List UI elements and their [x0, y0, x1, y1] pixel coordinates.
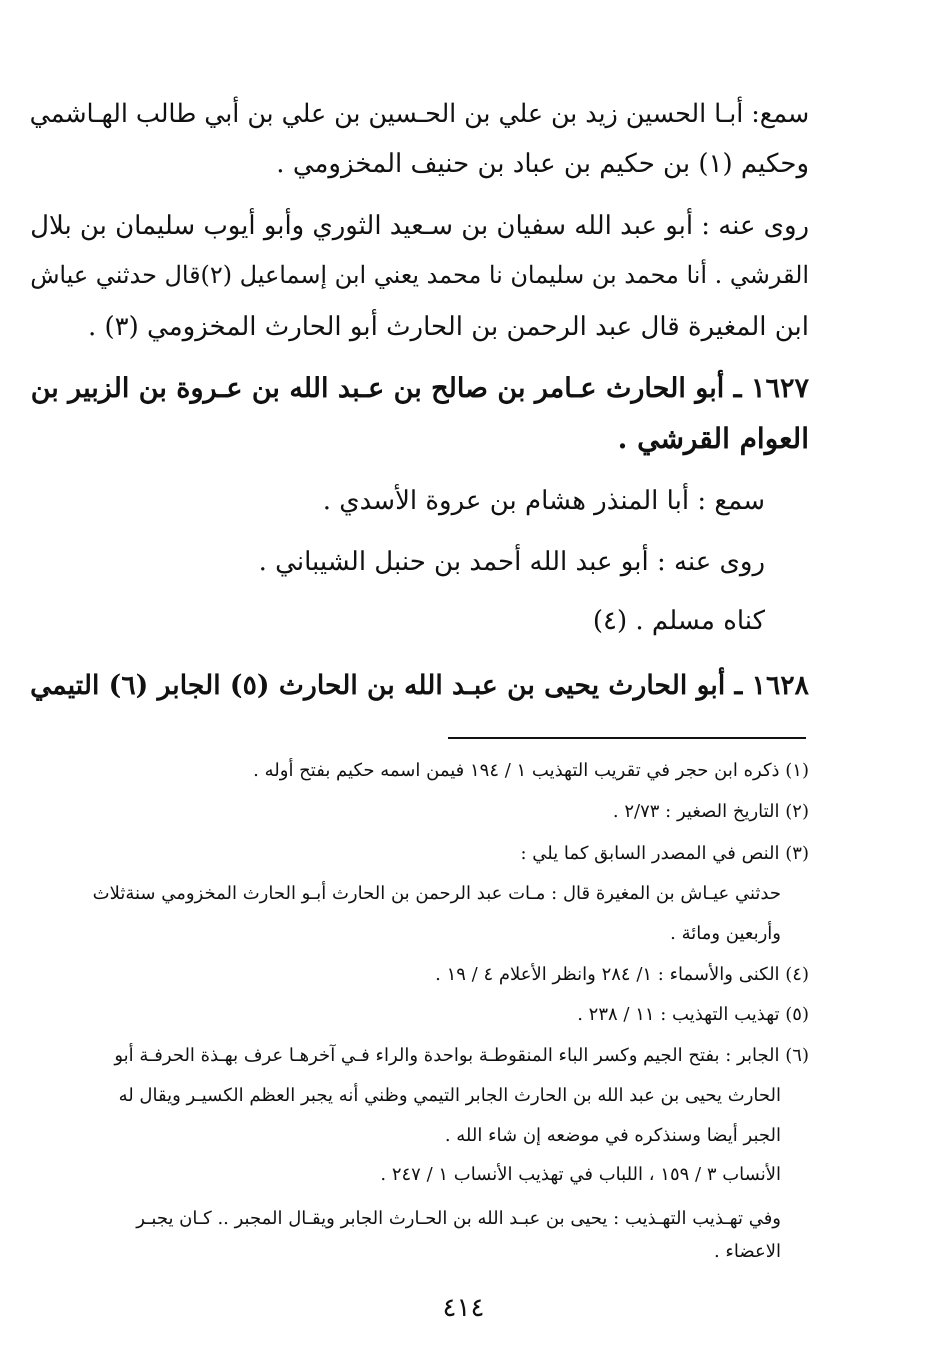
body-line: سمع: أبـا الحسين زيد بن علي بن الحـسين بن علي بن أبي طالب الهـاشمي [29, 99, 809, 128]
footnote: (٢) التاريخ الصغير : ٢/٧٣ . [612, 801, 809, 822]
footnote: (٤) الكنى والأسماء : ١/ ٢٨٤ وانظر الأعلام ٤ / ١٩ . [435, 964, 809, 985]
body-line: ابن المغيرة قال عبد الرحمن بن الحارث أبو الحارث المخزومي (٣) . [87, 312, 809, 342]
footnote: وفي تهـذيب التهـذيب : يحيى بن عبـد الله بن الحـارث الجابر ويقـال المجبر .. كـان يجبـر [136, 1208, 781, 1229]
body-line: سمع : أبا المنذر هشام بن عروة الأسدي . [322, 486, 765, 516]
entry-heading: ١٦٢٧ ـ أبو الحارث عـامر بن صالح بن عـبد الله بن عـروة بن الزبير بن [30, 373, 809, 404]
footnote-quote: وأربعين ومائة . [670, 923, 781, 944]
body-line: روى عنه : أبو عبد الله سفيان بن سـعيد الثوري وأبو أيوب سليمان بن بلال [30, 211, 809, 241]
footnote: (٣) النص في المصدر السابق كما يلي : [520, 843, 809, 864]
footnote: الاعضاء . [713, 1241, 781, 1262]
footnote: (١) ذكره ابن حجر في تقريب التهذيب ١ / ١٩٤ فيمن اسمه حكيم بفتح أوله . [253, 760, 809, 781]
body-line: كناه مسلم . (٤) [592, 606, 765, 636]
page-number: ٤١٤ [442, 1293, 485, 1323]
footnote: (٦) الجابر : بفتح الجيم وكسر الباء المنقوطـة بواحدة والراء فـي آخرهـا عرف بهـذة الحرفـة أبو [114, 1045, 809, 1066]
footnote-quote: حدثني عيـاش بن المغيرة قال : مـات عبد الرحمن بن الحارث أبـو الحارث المخزومي سنةثلاث [92, 883, 781, 904]
footnote: (٥) تهذيب التهذيب : ١١ / ٢٣٨ . [577, 1004, 809, 1025]
footnote: الحارث يحيى بن عبد الله بن الحارث الجابر التيمي وظني أنه يجبر العظم الكسيـر ويقال له [118, 1085, 781, 1106]
footnote: الجبر أيضا وسنذكره في موضعه إن شاء الله . [444, 1125, 781, 1146]
entry-heading: العوام القرشي . [617, 422, 809, 455]
footnote-separator [448, 737, 806, 739]
body-line: القرشي . أنا محمد بن سليمان نا محمد يعني ابن إسماعيل (٢)قال حدثني عياش [30, 261, 809, 289]
footnote: الأنساب ٣ / ١٥٩ ، اللباب في تهذيب الأنساب ١ / ٢٤٧ . [380, 1164, 781, 1185]
body-line: روى عنه : أبو عبد الله أحمد بن حنبل الشيباني . [258, 547, 765, 577]
body-line: وحكيم (١) بن حكيم بن عباد بن حنيف المخزومي . [276, 149, 809, 179]
entry-heading: ١٦٢٨ ـ أبو الحارث يحيى بن عبـد الله بن الحارث (٥) الجابر (٦) التيمي [30, 670, 809, 701]
